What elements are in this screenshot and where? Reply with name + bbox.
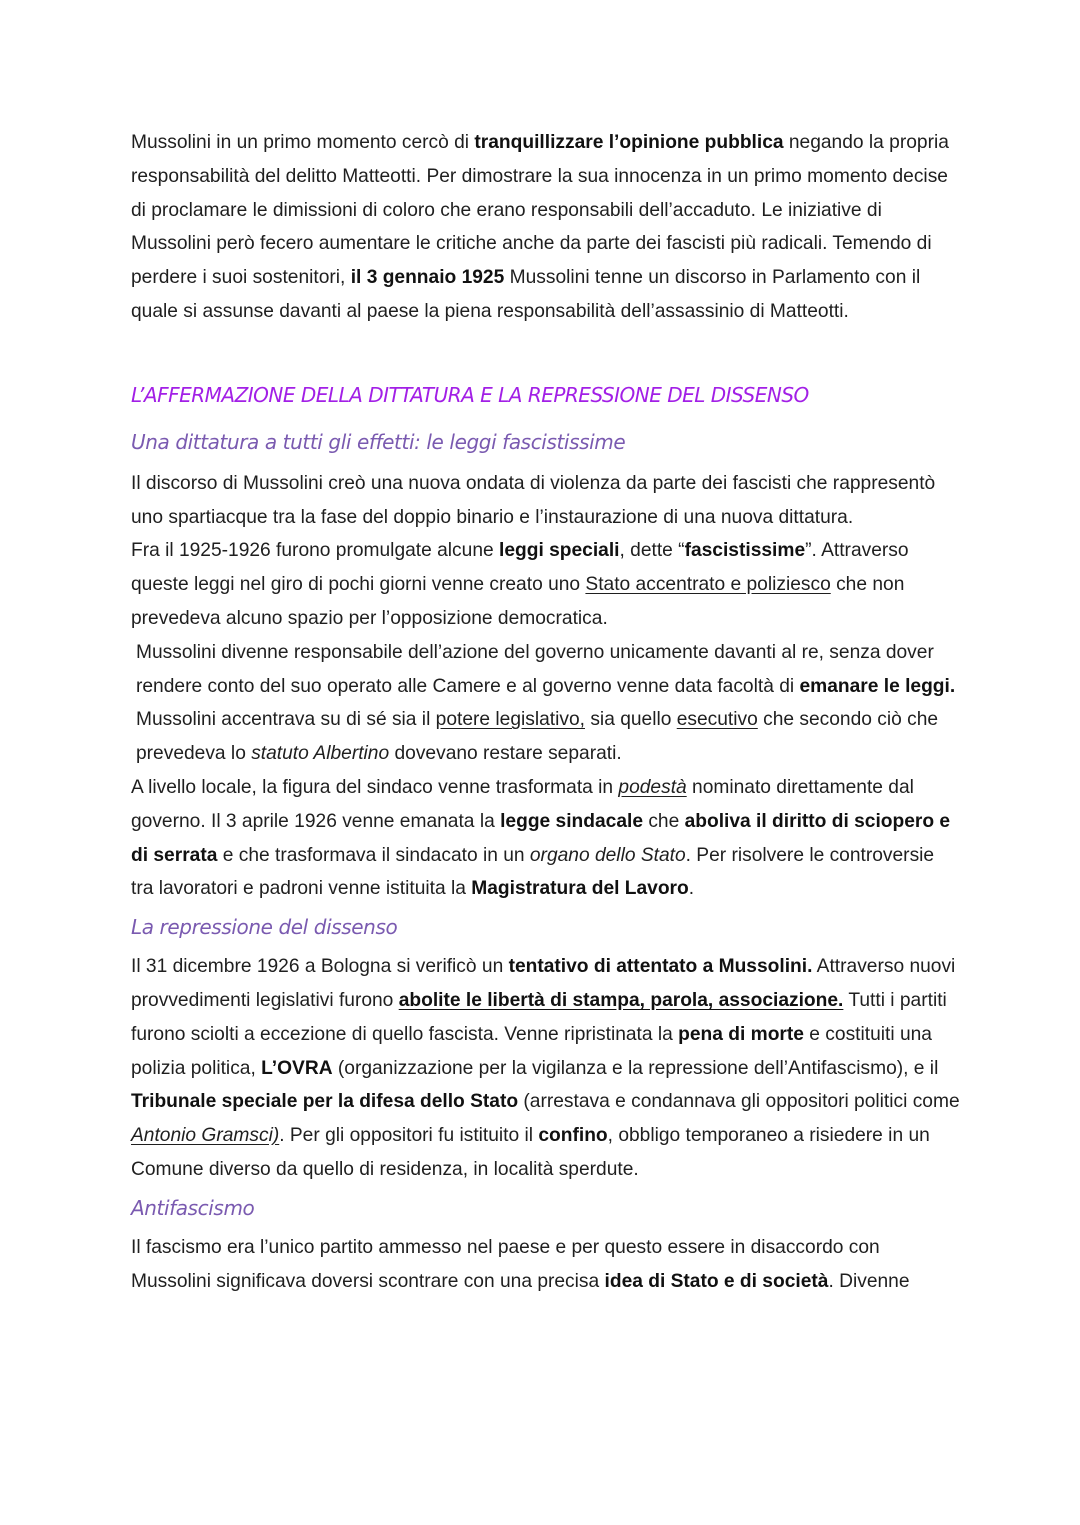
underlined-text: esecutivo (676, 709, 758, 731)
italic-text: statuto Albertino (251, 743, 390, 765)
text: che (643, 810, 685, 832)
bold-text: L’OVRA (261, 1057, 333, 1079)
paragraph-matteotti (131, 126, 961, 329)
paragraph-antifascismo (131, 1231, 961, 1299)
section-heading: L’AFFERMAZIONE DELLA DITTATURA E LA REPRESSIONE DEL DISSENSO (131, 382, 809, 407)
text: . Per risolvere le controversie tra lavoratori e padroni venne istituita la (131, 844, 935, 900)
text: Fra il 1925-1926 furono promulgate alcune (131, 540, 499, 562)
text: Il fascismo era l’unico partito ammesso nel paese e per questo essere in disaccordo con Mussolini significava doversi scontrare con una precisa (131, 1236, 880, 1292)
bold-text: fascistissime (684, 540, 806, 562)
bold-text: aboliva il diritto di sciopero e di serrata (131, 810, 951, 866)
bold-text: confino (538, 1125, 608, 1147)
text: sia quello (585, 709, 677, 731)
text: Mussolini divenne responsabile dell’azione del governo unicamente davanti al re, senza dover rendere conto del suo operato alle Camere e al governo venne data facoltà di (136, 641, 934, 697)
text: e che trasformava il sindacato in un (217, 844, 530, 866)
text: (organizzazione per la vigilanza e la repressione dell’Antifascismo), e il (332, 1057, 939, 1079)
bold-underlined-text: abolite le libertà di stampa, parola, associazione. (398, 989, 844, 1011)
bold-text: il 3 gennaio 1925 (350, 267, 505, 289)
paragraph-podesta (131, 771, 961, 906)
paragraph-discorso: Il discorso di Mussolini creò una nuova ondata di violenza da parte dei fascisti che rappresentò uno spartiacque tra la fase del doppio binario e l’instaurazione di una nuova dittatura. (131, 472, 936, 528)
bold-text: Magistratura del Lavoro (471, 878, 689, 900)
document-body (131, 126, 961, 1298)
text: , obbligo temporaneo a risiedere in un Comune diverso da quello di residenza, in località sperdute. (131, 1125, 930, 1180)
text: e costituiti una polizia politica, (131, 1023, 932, 1079)
text: Mussolini tenne un discorso in Parlamento con il quale si assunse davanti al paese la piena responsabilità dell’assassinio di Matteotti. (131, 267, 921, 322)
text: A livello locale, la figura del sindaco venne trasformata in (131, 776, 619, 798)
bold-text: leggi speciali (499, 540, 620, 562)
subsection-heading-repressione: La repressione del dissenso (131, 915, 398, 940)
text: . Per gli oppositori fu istituito il (279, 1125, 539, 1147)
italic-text: organo dello Stato (529, 844, 686, 866)
underlined-text: Stato accentrato e poliziesco (585, 574, 831, 596)
bold-text: emanare le leggi. (799, 675, 956, 697)
text: Il 31 dicembre 1926 a Bologna si verificò un (131, 956, 509, 978)
underlined-text: potere legislativo, (435, 709, 585, 731)
bold-text: idea di Stato e di società (604, 1270, 829, 1292)
text: , dette “ (619, 540, 685, 562)
bold-text: tentativo di attentato a Mussolini. (508, 956, 813, 978)
text: ”. Attraverso queste leggi nel giro di pochi giorni venne creato uno (131, 540, 909, 596)
subsection-heading-antifascismo: Antifascismo (131, 1195, 255, 1220)
text: Attraverso nuovi provvedimenti legislativi furono (131, 956, 956, 1011)
bold-text: tranquillizzare l’opinione pubblica (474, 132, 784, 153)
text: che non prevedeva alcuno spazio per l’opposizione democratica. (131, 574, 905, 629)
paragraph-leggi-speciali (131, 534, 961, 635)
paragraph-repressione (131, 950, 961, 1187)
text: . Divenne (828, 1270, 910, 1292)
text: nominato direttamente dal governo. Il 3 aprile 1926 venne emanata la (131, 776, 914, 832)
text: Mussolini in un primo momento cercò di (131, 132, 475, 153)
underlined-italic-text: podestà (618, 776, 687, 798)
text: negando la propria responsabilità del delitto Matteotti. Per dimostrare la sua innocenza in un primo momento decise di proclamare le dimissioni di coloro che erano responsabili dell’accaduto. Le iniziative di Mussolini però fecero aumentare le critiche anche da parte dei fascisti più radicali. Temendo di perdere i suoi sostenitori, (131, 132, 949, 289)
bold-text: Tribunale speciale per la difesa dello Stato (131, 1091, 519, 1113)
text: Tutti i partiti furono sciolti a eccezione di quello fascista. Venne ripristinata la (131, 989, 947, 1045)
bold-text: legge sindacale (500, 810, 643, 832)
paragraph-governo (131, 636, 961, 771)
text: che secondo ciò che prevedeva lo (136, 709, 939, 765)
text: (arrestava e condannava gli oppositori politici come (518, 1091, 960, 1113)
underlined-italic-text: Antonio Gramsci) (131, 1125, 280, 1147)
text: dovevano restare separati. (389, 743, 622, 765)
bold-text: pena di morte (678, 1023, 804, 1045)
subsection-heading-leggi: Una dittatura a tutti gli effetti: le leggi fascistissime (131, 429, 626, 454)
text: Mussolini accentrava su di sé sia il (136, 709, 436, 731)
text: . (688, 878, 695, 900)
